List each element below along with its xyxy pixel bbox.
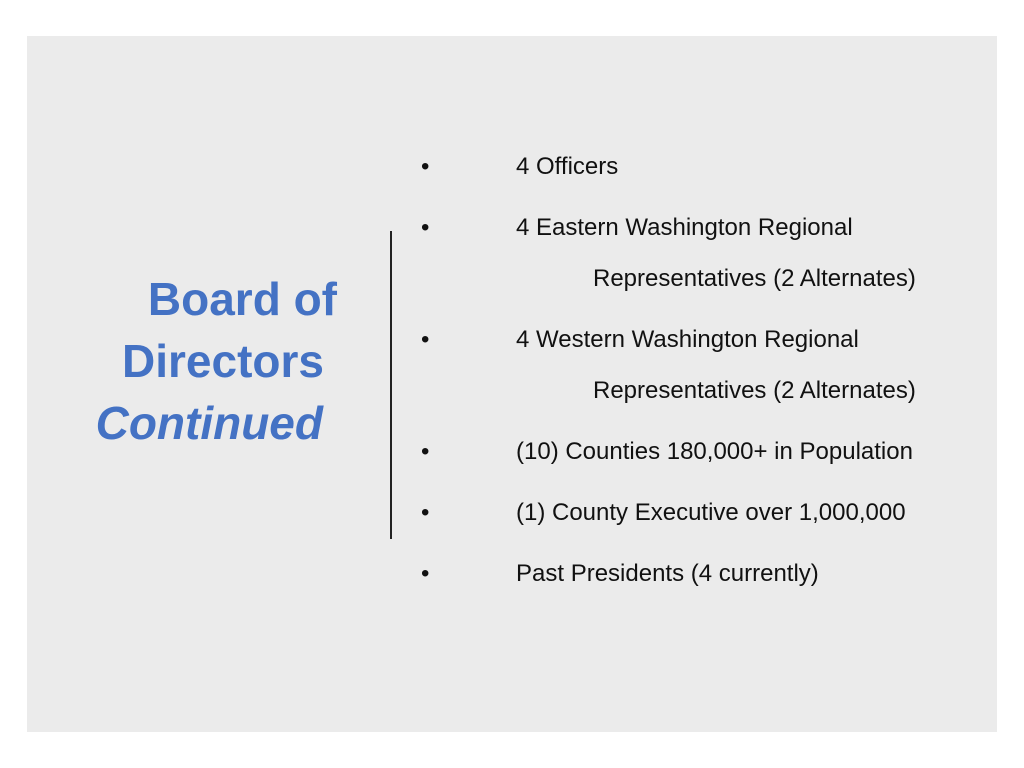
bullet-icon: • xyxy=(421,560,430,587)
bullet-text: 4 Eastern Washington Regional xyxy=(516,214,853,241)
slide-title xyxy=(57,268,337,454)
bullet-icon: • xyxy=(421,214,430,241)
list-item xyxy=(421,557,981,591)
list-item xyxy=(421,211,981,296)
bullet-text-continuation: Representatives (2 Alternates) xyxy=(593,265,916,292)
bullet-text: 4 Western Washington Regional xyxy=(516,326,859,353)
list-item xyxy=(421,323,981,408)
bullet-text: 4 Officers xyxy=(516,153,619,180)
list-item xyxy=(421,435,981,469)
vertical-divider xyxy=(390,231,392,539)
bullet-text: (10) Counties 180,000+ in Population xyxy=(516,438,913,465)
list-item xyxy=(421,496,981,530)
title-line-2: Directors xyxy=(122,335,324,387)
bullet-text: (1) County Executive over 1,000,000 xyxy=(516,499,906,526)
bullet-text: Past Presidents (4 currently) xyxy=(516,560,819,587)
list-item xyxy=(421,150,981,184)
bullet-icon: • xyxy=(421,499,430,526)
title-line-3: Continued xyxy=(95,397,323,449)
bullet-list xyxy=(421,150,981,618)
bullet-icon: • xyxy=(421,438,430,465)
bullet-icon: • xyxy=(421,326,430,353)
title-line-1: Board of xyxy=(147,273,337,325)
bullet-icon: • xyxy=(421,153,430,180)
slide xyxy=(27,36,997,732)
bullet-text-continuation: Representatives (2 Alternates) xyxy=(593,377,916,404)
